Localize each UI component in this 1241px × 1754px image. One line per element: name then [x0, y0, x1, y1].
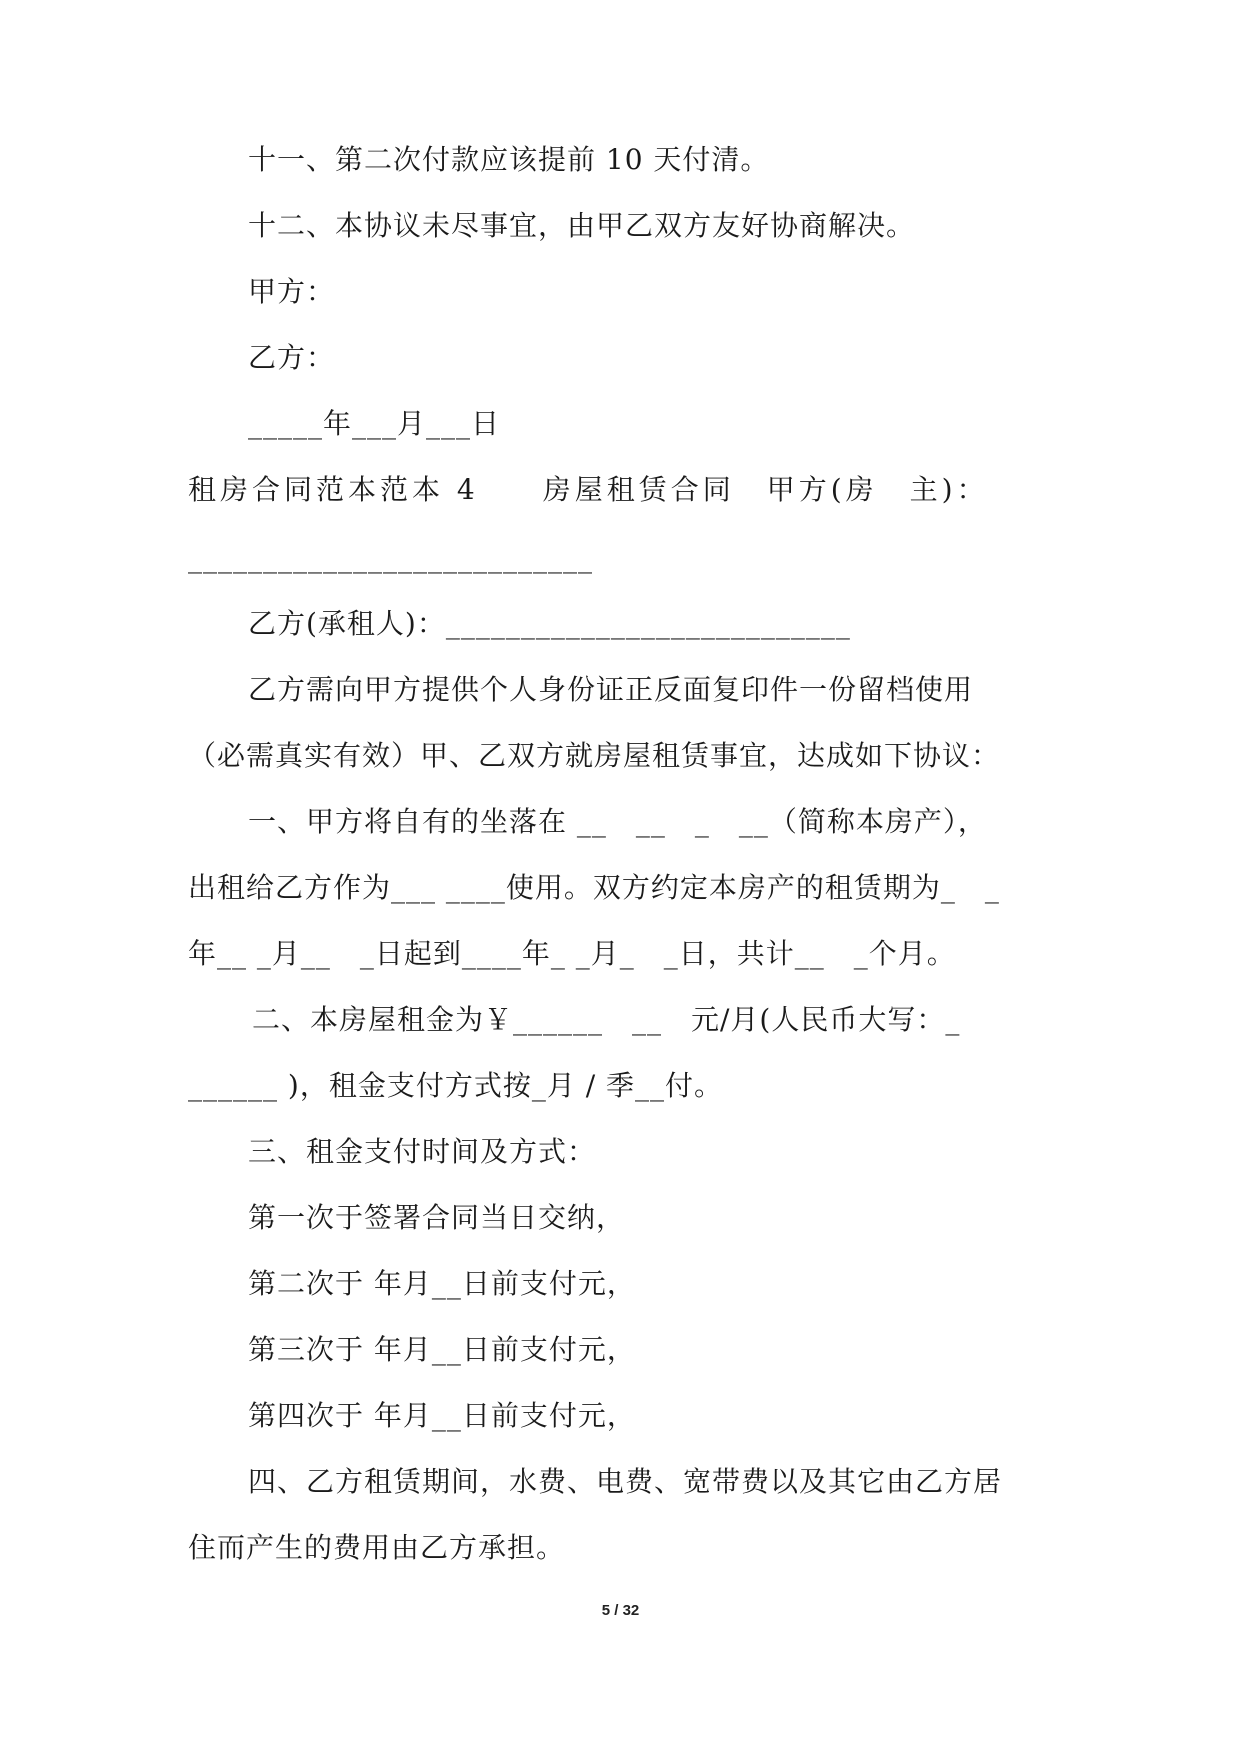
tenant-line: 乙方(承租人)：___________________________	[248, 607, 851, 640]
clause-one-line-3: 年__ _月__ _日起到____年_ _月_ _日，共计__ _个月。	[188, 937, 956, 970]
id-requirement-line: 乙方需向甲方提供个人身份证正反面复印件一份留档使用	[248, 673, 974, 706]
payment-first: 第一次于签署合同当日交纳，	[248, 1201, 626, 1234]
page-number: 5 / 32	[601, 1602, 640, 1619]
contract-heading-line: 租房合同范本范本 4 房屋租赁合同 甲方(房 主)：	[188, 473, 989, 506]
clause-two-line-2: ______ )，租金支付方式按_月 / 季__付。	[188, 1069, 724, 1102]
clause-four-line-1: 四、乙方租赁期间，水费、电费、宽带费以及其它由乙方居	[248, 1465, 1003, 1498]
agreement-intro-line: （必需真实有效）甲、乙双方就房屋租赁事宜，达成如下协议：	[188, 739, 1001, 772]
clause-one-line-1: 一、甲方将自有的坐落在 __ __ _ __（简称本房产），	[248, 805, 987, 838]
party-a-signature-label: 甲方：	[248, 275, 336, 308]
payment-second: 第二次于 年月__日前支付元，	[248, 1267, 636, 1300]
payment-fourth: 第四次于 年月__日前支付元，	[248, 1399, 636, 1432]
landlord-blank-line: ___________________________	[188, 541, 593, 574]
clause-one-line-2: 出租给乙方作为___ ____使用。双方约定本房产的租赁期为_ _	[188, 871, 1000, 904]
party-b-signature-label: 乙方：	[248, 341, 336, 374]
clause-eleven: 十一、第二次付款应该提前 10 天付清。	[248, 143, 770, 176]
clause-three-heading: 三、租金支付时间及方式：	[248, 1135, 597, 1168]
payment-third: 第三次于 年月__日前支付元，	[248, 1333, 636, 1366]
signature-date-line: _____年___月___日	[248, 407, 501, 440]
clause-four-line-2: 住而产生的费用由乙方承担。	[188, 1531, 566, 1564]
clause-twelve: 十二、本协议未尽事宜，由甲乙双方友好协商解决。	[248, 209, 916, 242]
clause-two-line-1: 二、本房屋租金为￥______ __ 元/月(人民币大写：_	[252, 1003, 961, 1036]
